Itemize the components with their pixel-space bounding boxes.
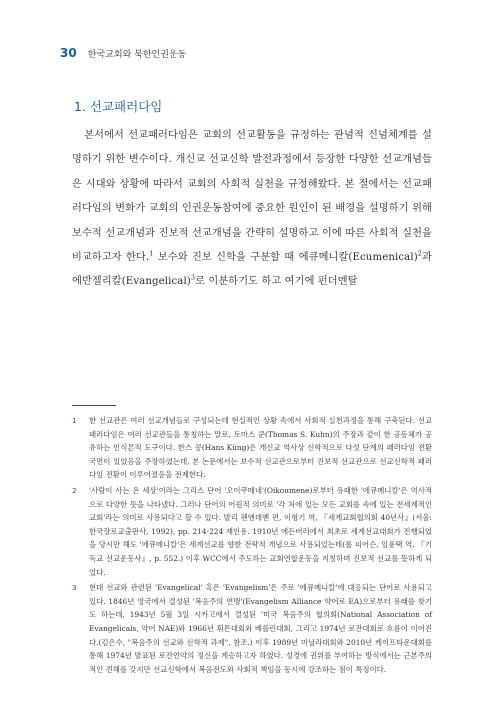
body-paragraph bbox=[72, 124, 432, 295]
body-text-segment: 보수와 진보 신학을 구분할 때 에큐메니칼(Ecumenical) bbox=[153, 252, 418, 264]
footnote-number: 1 bbox=[72, 416, 77, 425]
footnote-ref-1[interactable]: 1 bbox=[149, 249, 154, 258]
body-text-segment: 과 에반젤리칼(Evangelical) bbox=[72, 252, 432, 288]
footnote-ref-2[interactable]: 2 bbox=[417, 249, 423, 258]
footnotes bbox=[72, 414, 432, 678]
page-header bbox=[60, 42, 186, 61]
running-title: 한국교회와 북한인권운동 bbox=[87, 50, 187, 60]
footnote-divider bbox=[72, 405, 116, 406]
footnote-1 bbox=[72, 414, 432, 482]
body-text bbox=[72, 124, 432, 295]
footnote-number: 3 bbox=[72, 583, 77, 593]
footnote-number: 2 bbox=[72, 485, 77, 495]
page-number: 30 bbox=[60, 46, 77, 60]
footnote-text: 현대 선교와 관련된 'Evangelical' 혹은 'Evangelism'은 주로 '에큐메니칼'에 대응되는 단어로 사용되고 있다. 1846년 영국에서 결성된 '복음주의 연맹'(Evangelism Alliance 약어로 EA)으로부터 유래를 찾기도 하는데, 1943년 5월 3일 시카고에서 결성된 '미국 복음주의 협의회(National Association of Evangelicals, 약어 NAE)와 1966년 휘튼대회와 베를린대회, 그리고 1974년 로잔대회로 흐름이 이어진다.(김은수, "복음주의 선교와 신학적 과제", 참조.) 이후 1989년 마닐라대회와 2010년 케이프타운대회를 통해 1974년 발표된 로잔언약의 정신을 계승하고자 하였다. 성경에 권위를 부여하는 방식에서는 근본주의적인 견해를 갖지만 선교신학에서 복음전도와 사회적 책임을 동시에 강조하는 점이 특징이다. bbox=[89, 583, 432, 674]
footnote-text: 한 선교관은 여러 선교개념들로 구성되는데 현실적인 상황 속에서 사회적 실천과정을 통해 구축된다. 선교패러다임은 여러 선교관들을 통칭하는 말로, 토마스 쿤(Thomas S. Kuhn)의 주장과 같이 한 공동체가 공유하는 인식론적 도구이다. 한스 콩(Hans Küng)은 개신교 역사상 신학적으로 다섯 단계의 패러다임 전환국면이 있었음을 주장하였는데, 본 논문에서는 보수적 선교관으로부터 진보적 선교관으로 선교신학적 패러다임 전환이 이루어졌음을 전제한다. bbox=[89, 416, 432, 480]
body-text-segment: 로 이분하기도 하고 여기에 펀더멘탈 bbox=[195, 276, 358, 288]
section-title: 1. 선교패러다임 bbox=[74, 99, 163, 114]
footnote-3 bbox=[72, 581, 432, 676]
footnote-text: '사람이 사는 온 세상'이라는 그리스 단어 '오이쿠메네'(Oikoumene)로부터 유래한 '에큐메니칼'은 역사적으로 다양한 뜻을 나타냈다. 그러나 단어의 어원적 의미로 '각 처에 있는 모든 교회를 속에 있는 전세계적인교회'라는 의미로 사용되다고 할 수 있다. 발리 펜엔데옌 편, 이형기 역, 『세계교회협의회 40년사』(서울: 한국장로교출판사, 1992), pp. 214-224 재인용. 1910년 에든버러에서 최초로 세계선교대회가 진행되었을 당시만 해도 '에큐메니칼'은 세계선교를 향한 전략적 개념으로 사용되었는데(롤 피어슨, 임윤택 역, 『기독교 선교운동사』, p. 552.) 이후 WCC에서 주도하는 교회연합운동을 지칭하며 진보적 선교를 뜻하게 되었다. bbox=[89, 485, 432, 577]
footnote-ref-3[interactable]: 3 bbox=[190, 274, 196, 283]
footnote-2 bbox=[72, 484, 432, 579]
body-text-segment: 본서에서 선교패러다임은 교회의 선교활동을 규정하는 관념적 신념체계를 설명하기 위한 변수이다. 개신교 선교신학 발전과정에서 등장한 다양한 선교개념들은 시대와 상황에 따라서 교회의 사회적 실천을 규정해왔다. 본 절에서는 선교패러다임의 변화가 교회의 인권운동참여에 중요한 원인이 된 배경을 설명하기 위해 보수적 선교개념과 진보적 선교개념을 간략히 설명하고 이에 따른 사회적 실천을 비교하고자 한다. bbox=[72, 130, 432, 264]
